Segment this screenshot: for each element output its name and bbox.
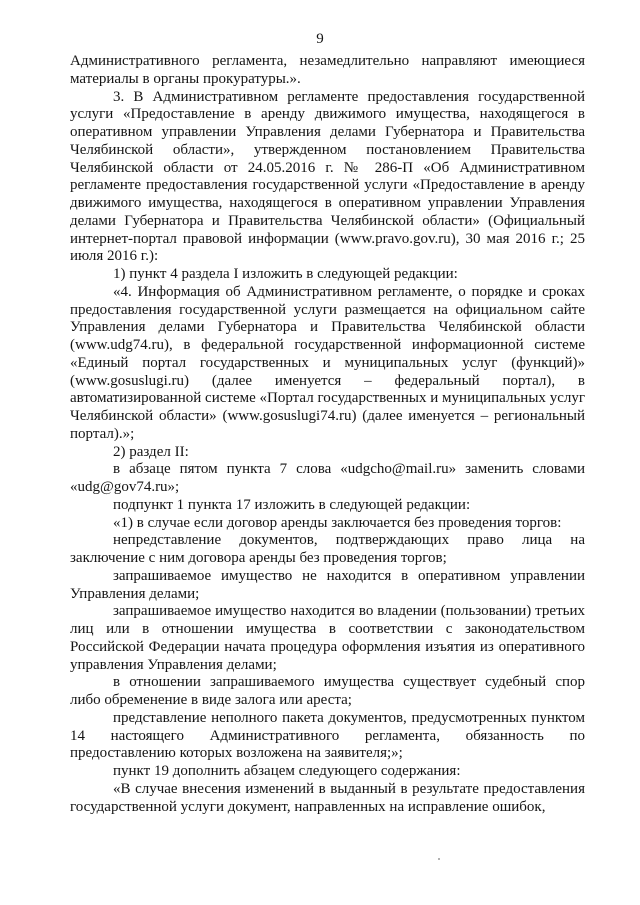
- paragraph: Административного регламента, незамедлительно направляют имеющиеся материалы в органы прокуратуры.».: [70, 53, 585, 87]
- paragraph: «1) в случае если договор аренды заключается без проведения торгов:: [113, 514, 562, 531]
- paragraph: в абзаце пятом пункта 7 слова «udgcho@mail.ru» заменить словами «udg@gov74.ru»;: [70, 461, 585, 495]
- paragraph: запрашиваемое имущество находится во владении (пользовании) третьих лиц или в отношении имущества в соответствии с законодательством Российской Федерации начата процедура оформления изъятия из оперативного управления Управления делами;: [70, 603, 585, 673]
- paragraph: 1) пункт 4 раздела I изложить в следующей редакции:: [113, 266, 458, 282]
- paragraph: в отношении запрашиваемого имущества существует судебный спор либо обременение в виде залога или ареста;: [70, 674, 585, 708]
- page-number: 9: [316, 31, 324, 47]
- scan-speck: [438, 858, 440, 860]
- paragraph: подпункт 1 пункта 17 изложить в следующей редакции:: [113, 496, 471, 513]
- paragraph: 3. В Административном регламенте предоставления государственной услуги «Предоставление в аренду движимого имущества, находящегося в оперативном управлении Управления делами Губернатора и Правительства Челябинской области», утвержденном постановлением Правительства Челябинской области от 24.05.2016 г. № 286-П «Об Административном регламенте предоставления государственной услуги «Предоставление в аренду движимого имущества, находящегося в оперативном управлении Управления делами Губернатора и Правительства Челябинской области» (Официальный интернет-портал правовой информации (www.pravo.gov.ru), 30 мая 2016 г.; 25 июля 2016 г.):: [70, 88, 585, 265]
- paragraph: 2) раздел II:: [113, 443, 189, 460]
- paragraph: «4. Информация об Административном регламенте, о порядке и сроках предоставления государственной услуги размещается на официальном сайте Управления делами Губернатора и Правительства Челябинской области (www.udg74.ru), в федеральной государственной информационной системе «Единый портал государственных и муниципальных услуг (функций)» (www.gosuslugi.ru) (далее именуется – федеральный портал), в автоматизированной системе «Портал государственных и муниципальных услуг Челябинской области» (www.gosuslugi74.ru) (далее именуется – региональный портал).»;: [70, 283, 585, 442]
- paragraph: запрашиваемое имущество не находится в оперативном управлении Управления делами;: [70, 567, 585, 602]
- paragraph: пункт 19 дополнить абзацем следующего содержания:: [113, 763, 461, 779]
- paragraph: непредставление документов, подтверждающих право лица на заключение с ним договора аренды без проведения торгов;: [70, 532, 585, 566]
- paragraph: «В случае внесения изменений в выданный в результате предоставления государственной услуги документ, направленных на исправление ошибок,: [70, 780, 585, 815]
- document-body: [70, 53, 585, 816]
- paragraph: представление неполного пакета документов, предусмотренных пунктом 14 настоящего Административного регламента, обязанность по предоставлению которых возложена на заявителя;»;: [70, 709, 585, 762]
